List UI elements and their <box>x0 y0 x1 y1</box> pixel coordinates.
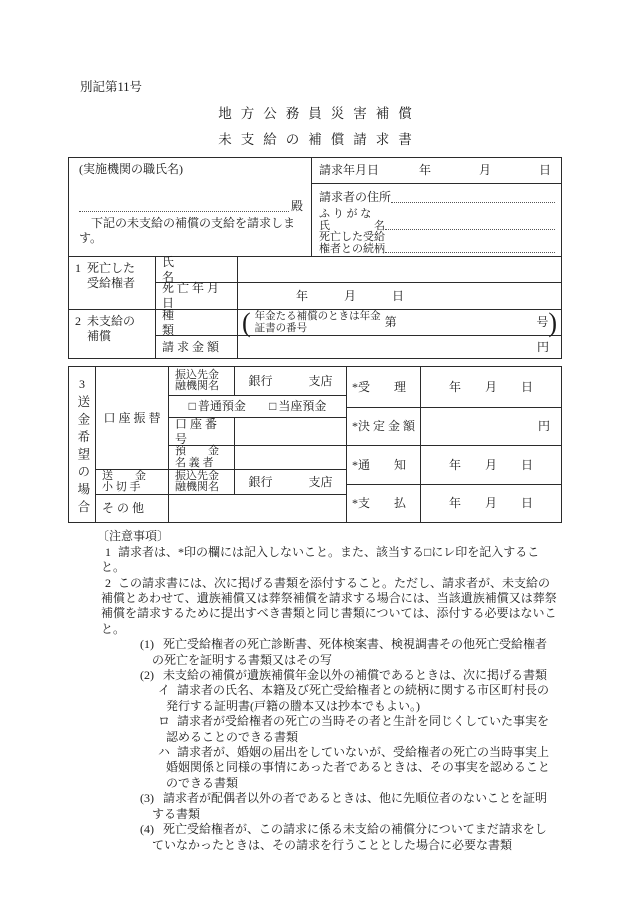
claimant-name-field[interactable] <box>385 227 555 230</box>
notice-label: *通 知 <box>347 446 421 485</box>
note-item: ロ 請求者が受給権者の死亡の当時その者と生計を同じくしていた事実を認めることのできる書類 <box>158 714 550 744</box>
payment-date-field[interactable]: 年 月 日 <box>448 496 533 511</box>
agency-name-field[interactable] <box>79 209 289 212</box>
header-row <box>69 158 561 257</box>
claim-main-table <box>68 157 562 359</box>
section3-title-cell <box>69 367 96 522</box>
claimant-address-row <box>312 184 561 206</box>
current-deposit-option <box>269 399 326 414</box>
pension-certificate-note: 年金たる補償のときは年金 証書の番号 <box>254 311 381 334</box>
account-holder-label: 預 金 名 義 者 <box>169 446 235 470</box>
form-title-line2: 未支給の補償請求書 <box>218 131 421 147</box>
notes-section <box>97 529 557 853</box>
section1-number: 1 <box>75 261 81 276</box>
request-statement: 下記の未支給の補償の支給を請求します。 <box>79 216 296 246</box>
form-title-line1: 地方公務員災害補償 <box>218 105 421 121</box>
note-item: イ 請求者の氏名、本籍及び死亡受給権者との続柄に関する市区町村長の発行する証明書(戸籍の謄本又は抄本でもよい。) <box>158 683 550 713</box>
section2-title: 未支給の 補償 <box>87 314 136 344</box>
form-number: 別記第11号 <box>80 80 143 94</box>
claim-amount-field[interactable] <box>238 336 561 358</box>
claim-date-label: 請求年月日 <box>319 162 380 177</box>
section2-title-cell <box>69 310 156 358</box>
other-label: そ の 他 <box>96 495 169 522</box>
section3-vertical-title: 送金希望の場合 <box>75 395 90 518</box>
death-date-label: 死 亡 年 月 日 <box>156 283 238 309</box>
account-number-field[interactable] <box>235 418 346 446</box>
deposit-type-row <box>169 396 346 418</box>
deceased-name-label: 氏 名 <box>156 257 238 283</box>
note-item: (1) 死亡受給権者の死亡診断書、死体検案書、検視調書その他死亡受給権者の死亡を証明する書類又はその写 <box>140 637 548 667</box>
claim-date-field[interactable]: 年 月 日 <box>418 162 551 177</box>
note-item: (3) 請求者が配偶者以外の者であるときは、他に先順位者のないことを証明する書類 <box>140 791 548 821</box>
go-label: 号 <box>536 315 549 330</box>
notice-date-field[interactable]: 年 月 日 <box>421 446 561 485</box>
claimant-address-label: 請求者の住所 <box>319 190 392 205</box>
notes-heading: 〔注意事項〕 <box>97 529 170 544</box>
deceased-beneficiary-section <box>69 254 561 311</box>
bank-name-field[interactable]: 銀行 支店 <box>235 367 346 396</box>
agency-name-row <box>79 199 303 214</box>
section3-number: 3 <box>79 377 85 392</box>
remittance-check-label: 送 金 小 切 手 <box>96 470 169 495</box>
kind-field[interactable] <box>238 307 561 338</box>
decided-amount-label: *決 定 金 額 <box>347 408 421 446</box>
account-number-label: 口 座 番 号 <box>169 418 235 446</box>
agency-title-label: (実施機関の職氏名) <box>79 162 183 177</box>
bank-name-label: 振込先金 融機関名 <box>169 367 235 396</box>
note-item: (4) 死亡受給権者が、この請求に係る未支給の補償分についてまだ請求をしていなかったときは、その請求を行うこととした場合に必要な書類 <box>140 822 547 852</box>
check-bank-name-field[interactable]: 銀行 支店 <box>235 470 346 495</box>
large-paren-open: ( <box>242 307 251 338</box>
account-transfer-label: 口 座 振 替 <box>96 367 169 470</box>
official-use-grid <box>347 367 561 522</box>
account-holder-field[interactable] <box>235 446 346 470</box>
remittance-detail-grid <box>96 367 347 522</box>
section1-title: 死亡した 受給権者 <box>87 261 136 291</box>
note-item: 2 この請求書には、次に掲げる書類を添付すること。ただし、請求者が、未支給の補償とあわせて、遺族補償又は葬祭補償を請求する場合には、当該遺族補償又は葬祭補償を請求するために提出すべき書類と同じ書類については、添付する必要はないこと。 <box>101 575 557 636</box>
name-label: 氏 名 <box>319 220 385 233</box>
dono-label: 殿 <box>290 199 303 214</box>
note-item: 1 請求者は、*印の欄には記入しないこと。また、該当する□にレ印を記入すること。 <box>101 544 540 575</box>
note-item: (2) 未支給の補償が遺族補償年金以外の補償であるときは、次に掲げる書類 <box>140 668 548 683</box>
claimant-cell <box>312 158 561 256</box>
deceased-name-field[interactable] <box>238 257 561 283</box>
ordinary-deposit-label: 普通預金 <box>197 399 246 414</box>
claim-date-row <box>312 158 561 184</box>
checkbox-current-deposit-icon[interactable]: □ <box>269 399 277 414</box>
section1-title-cell <box>69 257 156 309</box>
current-deposit-label: 当座預金 <box>278 399 327 414</box>
large-paren-close: ) <box>548 307 557 338</box>
relation-row <box>312 233 561 256</box>
payment-label: *支 払 <box>347 485 421 522</box>
unpaid-compensation-section <box>69 307 561 358</box>
checkbox-ordinary-deposit-icon[interactable]: □ <box>188 399 196 414</box>
furigana-label: ふ り が な <box>319 208 372 221</box>
addressee-cell <box>69 158 312 256</box>
kind-label: 種 類 <box>156 310 238 336</box>
claimant-name-row <box>312 206 561 233</box>
claim-amount-label: 請 求 金 額 <box>156 336 238 358</box>
dai-label: 第 <box>384 315 397 330</box>
ordinary-deposit-option <box>189 399 246 414</box>
claimant-address-field[interactable] <box>391 200 555 203</box>
relation-field[interactable] <box>385 250 555 253</box>
yen-unit: 円 <box>536 339 549 354</box>
claimant-name-label <box>319 208 385 232</box>
receipt-label: *受 理 <box>347 367 421 408</box>
remittance-section <box>68 366 562 523</box>
section2-number: 2 <box>75 314 81 329</box>
decided-amount-field[interactable] <box>421 408 561 446</box>
note-item: ハ 請求者が、婚姻の届出をしていないが、受給権者の死亡の当時事実上婚姻関係と同様の事情にあった者であるときは、その事実を認めることのできる書類 <box>158 745 550 790</box>
decided-amount-yen-unit: 円 <box>537 419 550 434</box>
death-date-field[interactable]: 年 月 日 <box>296 288 405 303</box>
other-field[interactable] <box>169 495 346 522</box>
check-bank-name-label: 振込先金 融機関名 <box>169 470 235 495</box>
relation-label: 死亡した受給 権者との続柄 <box>319 231 385 256</box>
receipt-date-field[interactable]: 年 月 日 <box>421 367 561 408</box>
